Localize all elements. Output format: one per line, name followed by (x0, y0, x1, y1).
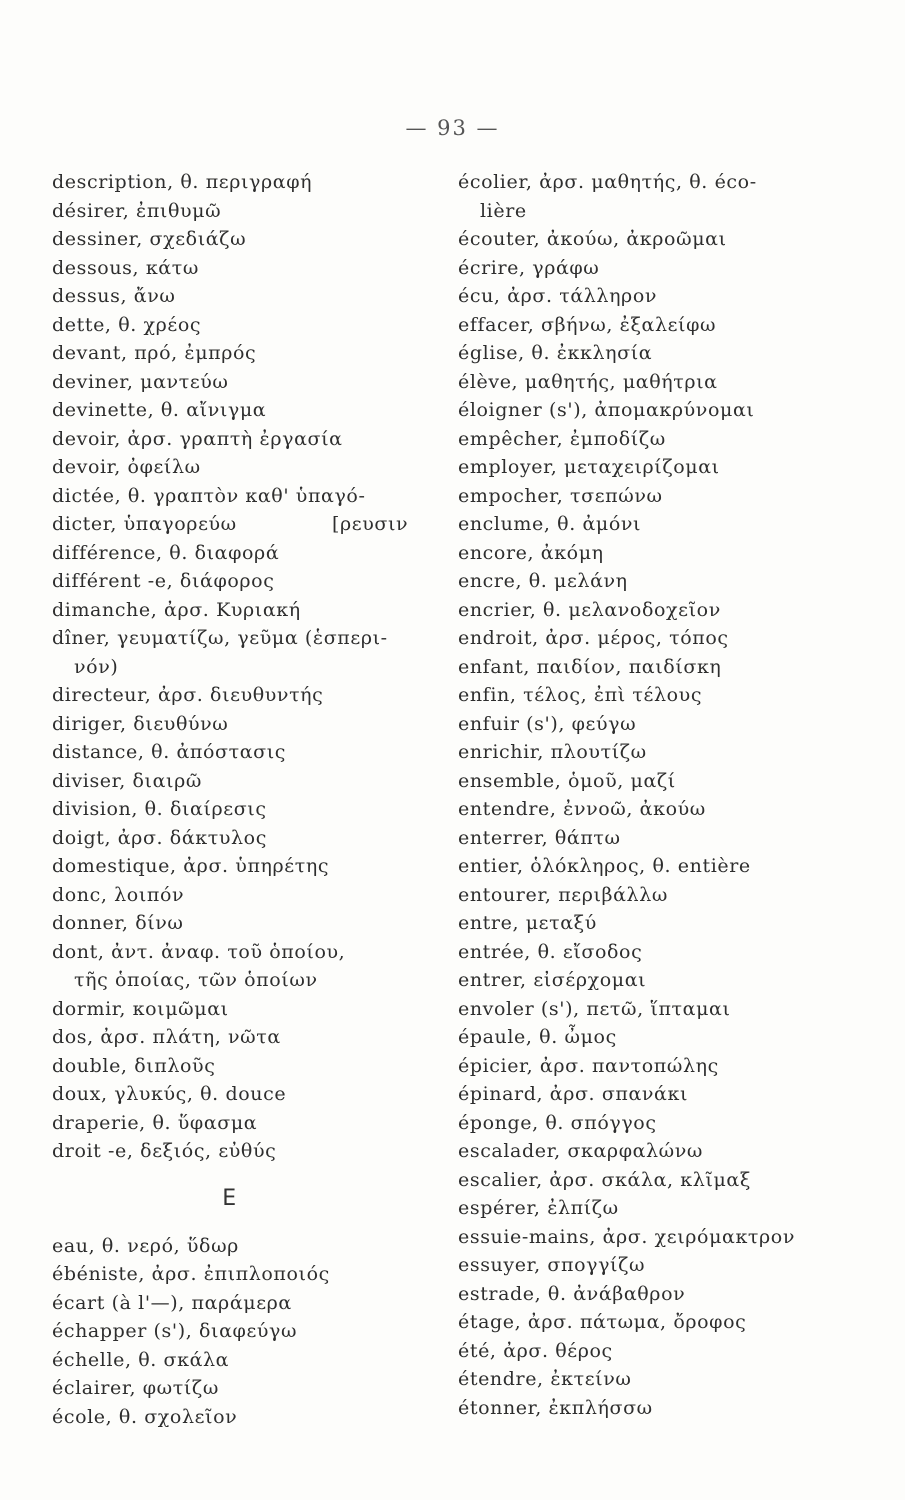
entry-dormir: dormir, κοιμῶμαι (52, 997, 229, 1020)
entry-diviser: diviser, διαιρῶ (52, 769, 202, 792)
entry-ecolier: écolier, ἀρσ. μαθητής, θ. éco- (458, 171, 757, 193)
page-number: — 93 — (405, 116, 500, 140)
entry-entier: entier, ὁλόκληρος, θ. entière (458, 855, 751, 877)
entry-etage: étage, ἀρσ. πάτωμα, ὄροφος (458, 1311, 747, 1333)
entry-diriger: diriger, διευθύνω (52, 712, 229, 735)
entry-eau: eau, θ. νερό, ὕδωρ (52, 1234, 239, 1257)
entry-dictee-continuation: [ρευσιν (332, 513, 409, 535)
entry-escalader: escalader, σκαρφαλώνω (458, 1140, 704, 1162)
entry-division: division, θ. διαίρεσις (52, 798, 267, 820)
entry-donner: donner, δίνω (52, 912, 184, 934)
entry-encore: encore, ἀκόμη (458, 541, 604, 564)
entry-eloigner: éloigner (s'), ἀπομακρύνομαι (458, 399, 755, 421)
entry-dicter-text: dicter, ὑπαγορεύω (52, 513, 237, 535)
entry-epaule: épaule, θ. ὦμος (458, 1026, 617, 1048)
entry-ecolier-continuation: lière (480, 199, 527, 222)
entry-directeur: directeur, ἀρσ. διευθυντής (52, 684, 324, 706)
entry-ebeniste: ébéniste, ἀρσ. ἐπιπλοποιός (52, 1263, 330, 1285)
entry-essuie-mains: essuie-mains, ἀρσ. χειρόμακτρον (458, 1225, 795, 1248)
entry-essuyer: essuyer, σπογγίζω (458, 1254, 646, 1276)
entry-droit: droit -e, δεξιός, εὐθύς (52, 1140, 277, 1162)
entry-epinard: épinard, ἀρσ. σπανάκι (458, 1083, 689, 1105)
entry-distance: distance, θ. ἀπόστασις (52, 741, 287, 763)
entry-dessiner: dessiner, σχεδιάζω (52, 228, 247, 250)
entry-enclume: enclume, θ. ἀμόνι (458, 513, 642, 535)
entry-escalier: escalier, ἀρσ. σκάλα, κλῖμαξ (458, 1168, 751, 1191)
entry-employer: employer, μεταχειρίζομαι (458, 456, 720, 478)
left-column (52, 168, 437, 1431)
entry-doigt: doigt, ἀρσ. δάκτυλος (52, 826, 267, 849)
entry-difference: différence, θ. διαφορά (52, 541, 280, 564)
entry-enfin: enfin, τέλος, ἐπὶ τέλους (458, 684, 703, 706)
entry-devoir-verb: devoir, ὀφείλω (52, 456, 201, 478)
entry-different: différent -e, διάφορος (52, 570, 275, 592)
section-letter-e: E (222, 1185, 237, 1211)
entry-envoler: envoler (s'), πετῶ, ἵπταμαι (458, 997, 731, 1020)
entry-devinette: devinette, θ. αἴνιγμα (52, 399, 267, 421)
entry-enfuir: enfuir (s'), φεύγω (458, 712, 637, 735)
entry-doux: doux, γλυκύς, θ. douce (52, 1083, 287, 1105)
entry-eleve: élève, μαθητής, μαθήτρια (458, 370, 718, 393)
entry-draperie: draperie, θ. ὕφασμα (52, 1111, 258, 1134)
entry-description: description, θ. περιγραφή (52, 171, 313, 193)
entry-entree: entrée, θ. εἴσοδος (458, 940, 643, 963)
entry-eclairer: éclairer, φωτίζω (52, 1377, 219, 1399)
entry-enrichir: enrichir, πλουτίζω (458, 741, 647, 763)
entry-echapper: échapper (s'), διαφεύγω (52, 1320, 298, 1342)
entry-enfant: enfant, παιδίον, παιδίσκη (458, 655, 722, 678)
entry-etonner: étonner, ἐκπλήσσω (458, 1396, 653, 1419)
entry-empecher: empêcher, ἐμποδίζω (458, 427, 666, 450)
entry-ecart: écart (à l'—), παράμερα (52, 1291, 292, 1314)
entry-ecouter: écouter, ἀκούω, ἀκροῶμαι (458, 228, 727, 250)
entry-diner-continuation: νόν) (74, 655, 119, 678)
entry-etendre: étendre, ἐκτείνω (458, 1368, 632, 1390)
entry-encre: encre, θ. μελάνη (458, 570, 628, 592)
entry-ecole: école, θ. σχολεῖον (52, 1405, 238, 1428)
entry-dessous: dessous, κάτω (52, 256, 199, 279)
entry-empocher: empocher, τσεπώνω (458, 484, 663, 507)
entry-dont-continuation: τῆς ὁποίας, τῶν ὁποίων (74, 969, 318, 991)
entry-dessus: dessus, ἄνω (52, 285, 176, 307)
entry-entre: entre, μεταξύ (458, 912, 597, 934)
entry-esperer: espérer, ἐλπίζω (458, 1197, 619, 1219)
entry-eglise: église, θ. ἐκκλησία (458, 342, 653, 364)
entry-effacer: effacer, σβήνω, ἐξαλείφω (458, 313, 717, 336)
entry-dont: dont, ἀντ. ἀναφ. τοῦ ὁποίου, (52, 940, 346, 963)
entry-entourer: entourer, περιβάλλω (458, 883, 668, 906)
entry-ensemble: ensemble, ὁμοῦ, μαζί (458, 769, 676, 792)
entry-devoir-noun: devoir, ἀρσ. γραπτὴ ἐργασία (52, 427, 343, 450)
entry-dos: dos, ἀρσ. πλάτη, νῶτα (52, 1026, 281, 1048)
entry-entendre: entendre, ἐννοῶ, ἀκούω (458, 798, 706, 820)
entry-dette: dette, θ. χρέος (52, 313, 202, 336)
entry-dimanche: dimanche, ἀρσ. Κυριακή (52, 598, 301, 621)
entry-ete: été, ἀρσ. θέρος (458, 1339, 613, 1362)
entry-dictee: dictée, θ. γραπτὸν καθ' ὑπαγό- (52, 484, 366, 507)
entry-echelle: échelle, θ. σκάλα (52, 1348, 230, 1371)
entry-epicier: épicier, ἀρσ. παντοπώλης (458, 1054, 719, 1077)
entry-double: double, διπλοῦς (52, 1054, 216, 1077)
entry-devant: devant, πρό, ἐμπρός (52, 342, 257, 364)
entry-ecu: écu, ἀρσ. τάλληρον (458, 285, 658, 307)
entry-domestique: domestique, ἀρσ. ὑπηρέτης (52, 855, 330, 877)
entry-desirer: désirer, ἐπιθυμῶ (52, 199, 222, 222)
right-column (458, 168, 878, 1422)
entry-donc: donc, λοιπόν (52, 883, 185, 906)
entry-enterrer: enterrer, θάπτω (458, 826, 621, 849)
entry-encrier: encrier, θ. μελανοδοχεῖον (458, 598, 721, 621)
entry-dicter (52, 510, 437, 539)
entry-entrer: entrer, εἰσέρχομαι (458, 969, 647, 991)
entry-diner: dîner, γευματίζω, γεῦμα (ἑσπερι- (52, 627, 388, 649)
entry-ecrire: écrire, γράφω (458, 256, 600, 279)
entry-deviner: deviner, μαντεύω (52, 370, 229, 393)
entry-endroit: endroit, ἀρσ. μέρος, τόπος (458, 627, 729, 649)
entry-estrade: estrade, θ. ἀνάβαθρον (458, 1282, 686, 1305)
entry-eponge: éponge, θ. σπόγγος (458, 1111, 657, 1134)
